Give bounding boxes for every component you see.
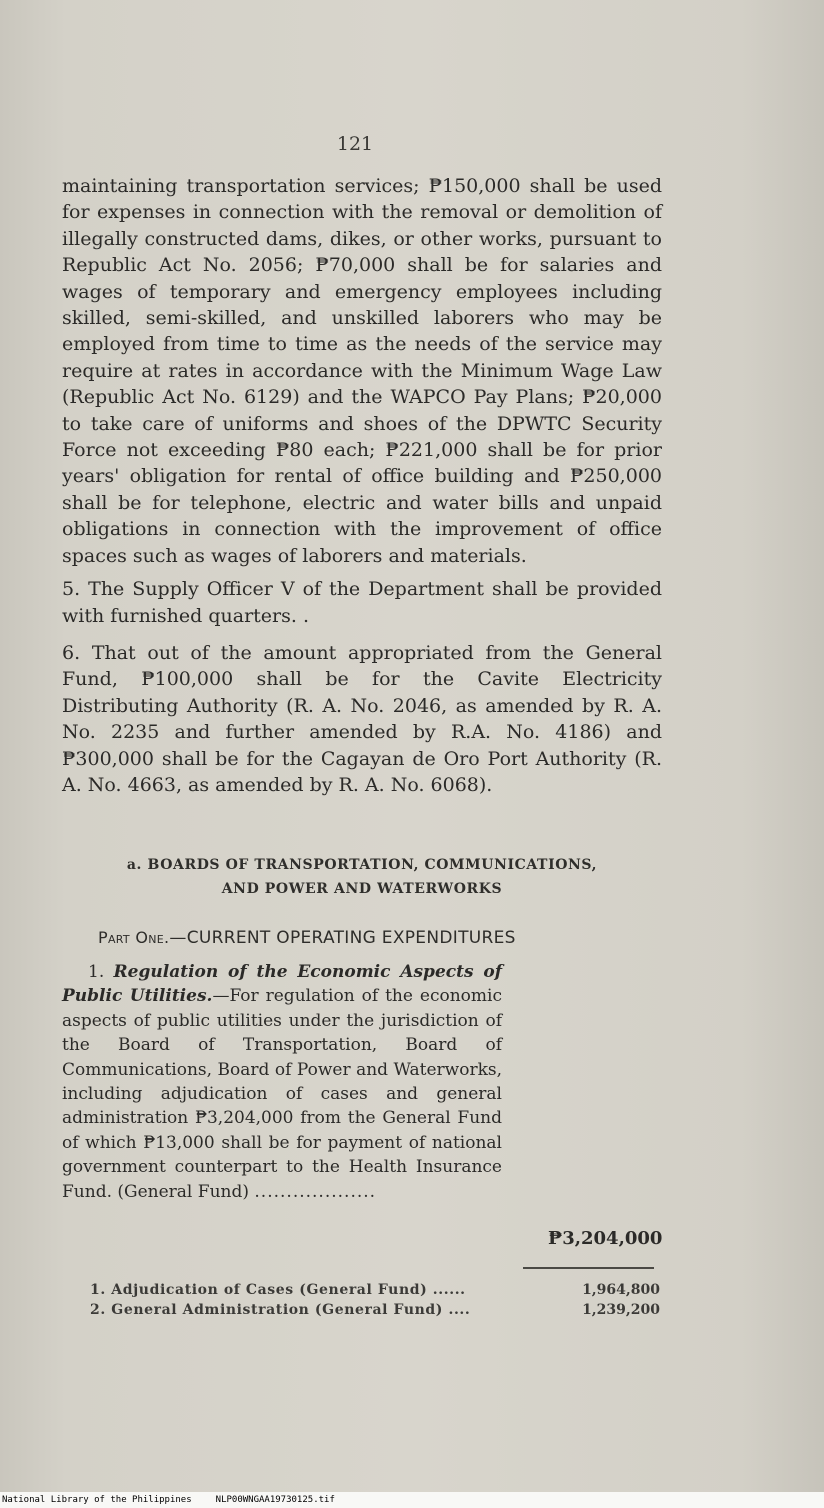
breakdown-label: 2. General Administration (General Fund) .... — [90, 1302, 471, 1318]
paragraph-6: 6. That out of the amount appropriated from the General Fund, ₱100,000 shall be for the Cavite Electricity Distributing Authority (R. A. No. 2046, as amended by R. A. No. 2235 and further amended by R.A. No. 4186) and ₱300,000 shall be for the Cagayan de Oro Port Authority (R. A. No. 4663, as amended by R. A. No. 6068). — [62, 641, 662, 796]
item-number: 1. — [88, 962, 105, 982]
appropriation-item — [62, 960, 502, 1204]
page-number: 121 — [336, 133, 374, 155]
paragraph-5: 5. The Supply Officer V of the Department shall be provided with furnished quarters. . — [62, 578, 662, 627]
breakdown-amount: 1,964,800 — [582, 1282, 660, 1298]
breakdown-amount: 1,239,200 — [582, 1302, 660, 1318]
item-text: —For regulation of the economic aspects of public utilities under the jurisdiction of the Board of Transportation, Board of Communications, Board of Power and Waterworks, including adjudication of cases and general administration ₱3,204,000 from the General Fund of which ₱13,000 shall be for payment of national government counterpart to the Health Insurance Fund. (General Fund) — [62, 986, 502, 1202]
breakdown-list — [90, 1280, 660, 1320]
footer-file: NLP00WNGAA19730125.tif — [215, 1495, 335, 1505]
total-rule — [523, 1267, 654, 1269]
section-heading-line-2: AND POWER AND WATERWORKS — [221, 881, 503, 897]
breakdown-label: 1. Adjudication of Cases (General Fund) ...... — [90, 1282, 466, 1298]
leader-dots: ................... — [254, 1181, 377, 1202]
part-heading-title: —CURRENT OPERATING EXPENDITURES — [169, 928, 516, 948]
body-text — [62, 173, 662, 798]
breakdown-row — [90, 1280, 660, 1300]
part-heading — [98, 928, 516, 948]
footer-library: National Library of the Philippines — [2, 1495, 192, 1505]
paragraph-continuation: maintaining transportation services; ₱150,000 shall be used for expenses in connection with the removal or demolition of illegally constructed dams, dikes, or other works, pursuant to Republic Act No. 2056; ₱70,000 shall be for salaries and wages of temporary and emergency employees including skilled, semi-skilled, and unskilled laborers who may be employed from time to time as the needs of the service may require at rates in accordance with the Minimum Wage Law (Republic Act No. 6129) and the WAPCO Pay Plans; ₱20,000 to take care of uniforms and shoes of the DPWTC Security Force not exceeding ₱80 each; ₱221,000 shall be for prior years' obligation for rental of office building and ₱250,000 shall be for telephone, electric and water bills and unpaid obligations in connection with the improvement of office spaces such as wages of laborers and materials. — [62, 175, 662, 567]
item-title: Regulation of the Economic Aspects of Public Utilities. — [62, 962, 503, 1007]
breakdown-row — [90, 1300, 660, 1320]
section-heading — [62, 853, 662, 901]
scan-footer — [0, 1492, 824, 1508]
section-heading-line-1: a. BOARDS OF TRANSPORTATION, COMMUNICATIONS, — [126, 857, 598, 873]
part-heading-prefix: Part One. — [98, 928, 170, 947]
item-total-amount: ₱3,204,000 — [548, 1228, 663, 1249]
